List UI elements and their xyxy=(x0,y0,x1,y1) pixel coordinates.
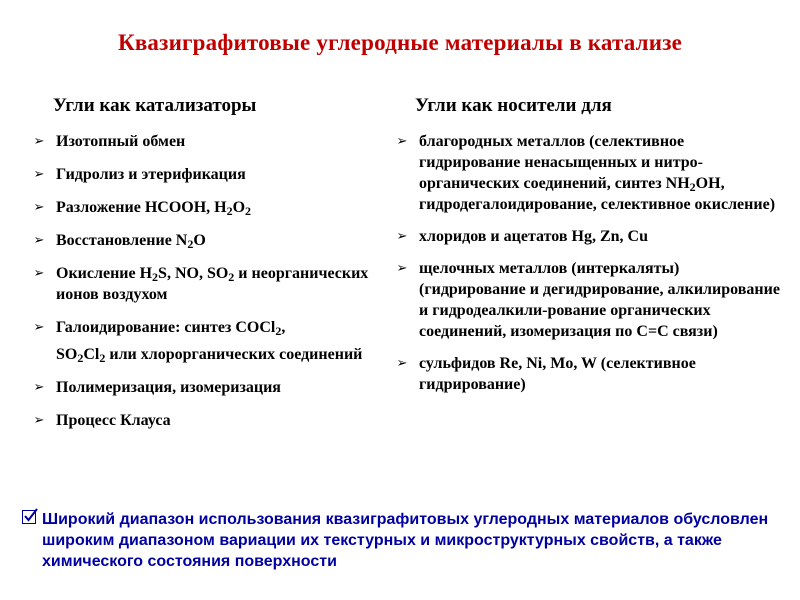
catalysts-list xyxy=(30,131,375,443)
arrowhead-bullet-icon: ➢ xyxy=(396,134,408,149)
list-item xyxy=(30,377,375,398)
list-item xyxy=(393,226,788,247)
list-item-text: сульфидов Re, Ni, Mo, W (селективное гидрирование) xyxy=(419,355,696,393)
left-column-heading: Угли как катализаторы xyxy=(53,95,257,116)
list-item xyxy=(30,410,375,431)
list-item xyxy=(30,131,375,152)
arrowhead-bullet-icon: ➢ xyxy=(33,413,45,428)
list-item-text: щелочных металлов (интеркаляты) (гидрирование и дегидрирование, алкилирование и гидродеалкили-рование органических соединений, изомеризация по С=С связи) xyxy=(419,260,780,340)
arrowhead-bullet-icon: ➢ xyxy=(33,266,45,281)
footer-note xyxy=(22,509,782,572)
list-item xyxy=(30,197,375,218)
list-item-text: $SO_2Cl_2$ или хлорорганических соединений xyxy=(56,346,363,365)
list-item-text: Изотопный обмен xyxy=(56,133,186,150)
list-item-text: Галоидирование: синтез COCl$_2$, xyxy=(56,319,286,338)
list-item-text: Процесс Клауса xyxy=(56,412,171,429)
list-item-text: Полимеризация, изомеризация xyxy=(56,379,281,396)
arrowhead-bullet-icon: ➢ xyxy=(396,356,408,371)
list-item-text: Восстановление $N_2O$ xyxy=(56,232,206,251)
list-item-text: Разложение HCOOH, $H_2O_2$ xyxy=(56,199,252,218)
list-item xyxy=(30,344,375,365)
arrowhead-bullet-icon: ➢ xyxy=(33,320,45,335)
list-item xyxy=(30,317,375,338)
arrowhead-bullet-icon: ➢ xyxy=(396,261,408,276)
arrowhead-bullet-icon: ➢ xyxy=(33,167,45,182)
list-item xyxy=(393,131,788,215)
list-item xyxy=(30,263,375,305)
arrowhead-bullet-icon: ➢ xyxy=(33,380,45,395)
list-item-text: Гидролиз и этерификация xyxy=(56,166,246,183)
list-item xyxy=(393,353,788,395)
arrowhead-bullet-icon: ➢ xyxy=(33,233,45,248)
right-column-heading: Угли как носители для xyxy=(415,95,612,116)
list-item xyxy=(30,164,375,185)
supports-list xyxy=(393,131,788,406)
footer-text: Широкий диапазон использования квазиграфитовых углеродных материалов обусловлен широким диапазоном вариации их текстурных и микроструктурных свойств, а также химического состояния поверхности xyxy=(42,511,769,570)
list-item-text: Окисление $H_2S$, NO, $SO_2$ и неорганических ионов воздухом xyxy=(56,265,369,303)
arrowhead-bullet-icon: ➢ xyxy=(396,229,408,244)
list-item-text: хлоридов и ацетатов Hg, Zn, Cu xyxy=(419,228,648,245)
arrowhead-bullet-icon: ➢ xyxy=(33,200,45,215)
slide-title: Квазиграфитовые углеродные материалы в катализе xyxy=(117,30,683,55)
checkbox-checked-icon xyxy=(22,510,36,524)
list-item xyxy=(393,258,788,342)
list-item xyxy=(30,230,375,251)
list-item-text: благородных металлов (селективное гидрирование ненасыщенных и нитро-органических соединений, синтез $NH_2OH$, гидродегалоидирование, селективное окисление) xyxy=(419,133,776,213)
arrowhead-bullet-icon: ➢ xyxy=(33,134,45,149)
